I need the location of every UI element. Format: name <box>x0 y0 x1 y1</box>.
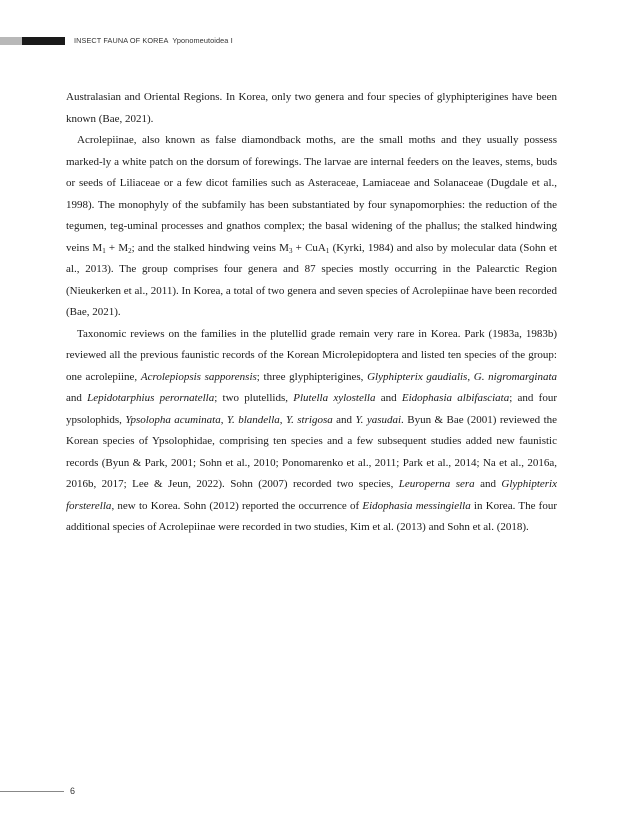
header-bar-black <box>22 37 65 45</box>
paragraph-3: Taxonomic reviews on the families in the plutellid grade remain very rare in Korea. Park (1983a, 1983b) reviewed all the previous faunistic records of the Korean Microlepidoptera and listed ten species of the group: one acrolepiine, Acrolepiopsis sapporensis; three glyphipterigines, Glyphipterix gaudialis, G. nigromarginata and Lepidotarphius perornatella; two plutellids, Plutella xylostella and Eidophasia albifasciata; and four ypsolophids, Ypsolopha acuminata, Y. blandella, Y. strigosa and Y. yasudai. Byun & Bae (2001) reviewed the Korean species of Ypsolophidae, comprising ten species and a few subsequent studies added new faunistic records (Byun & Park, 2001; Sohn et al., 2010; Ponomarenko et al., 2011; Park et al., 2014; Na et al., 2016a, 2016b, 2017; Lee & Jeun, 2022). Sohn (2007) recorded two species, Leuroperna sera and Glyphipterix forsterella, new to Korea. Sohn (2012) reported the occurrence of Eidophasia messingiella in Korea. The four additional species of Acrolepiinae were recorded in two studies, Kim et al. (2013) and Sohn et al. (2018). <box>66 327 558 533</box>
body-text <box>66 87 557 539</box>
species-name: Eidophasia albifasciata <box>401 392 510 404</box>
running-header <box>74 36 233 45</box>
species-name: Eidophasia messingiella <box>362 499 471 512</box>
page-number: 6 <box>70 786 76 796</box>
species-name: G. nigromarginata <box>473 370 558 383</box>
running-header-title: INSECT FAUNA OF KOREA <box>74 36 169 45</box>
species-name: Glyphipterix gaudialis <box>367 370 468 383</box>
species-name: Y. blandella <box>226 413 280 426</box>
species-name: Y. yasudai <box>355 413 402 426</box>
species-name: Y. strigosa <box>285 413 333 426</box>
paragraph-1: Australasian and Oriental Regions. In Korea, only two genera and four species of glyphipterigines have been known (Bae, 2021). <box>66 91 557 125</box>
species-name: Glyphipterix forsterella <box>66 478 557 512</box>
species-name: Plutella xylostella <box>293 392 376 404</box>
species-name: Leuroperna sera <box>398 478 475 490</box>
footer-rule <box>0 791 64 792</box>
species-name: Lepidotarphius perornatella <box>87 392 215 404</box>
running-header-subtitle: Yponomeutoidea Ⅰ <box>172 36 233 45</box>
species-name: Ypsolopha acuminata <box>125 413 221 426</box>
paragraph-2: Acrolepiinae, also known as false diamondback moths, are the small moths and they usually possess marked-ly a white patch on the dorsum of forewings. The larvae are internal feeders on the leaves, stems, buds or seeds of Liliaceae or a few dicot families such as Asteraceae, Lamiaceae and Solanaceae (Dugdale et al., 1998). The monophyly of the subfamily has been substantiated by four synapomorphies: the reduction of the tegumen, teg-uminal processes and gnathos complex; the basal widening of the phallus; the stalked hindwing veins $M_1 + M_2$; and the stalked hindwing veins $M_3 + CuA_1$ (Kyrki, 1984) and also by molecular data (Sohn et al., 2013). The group comprises four genera and 87 species mostly occurring in the Palearctic Region (Nieukerken et al., 2011). In Korea, a total of two genera and seven species of Acrolepiinae have been recorded (Bae, 2021). <box>66 134 558 318</box>
header-bar-grey <box>0 37 22 45</box>
species-name: Acrolepiopsis sapporensis <box>140 370 257 383</box>
